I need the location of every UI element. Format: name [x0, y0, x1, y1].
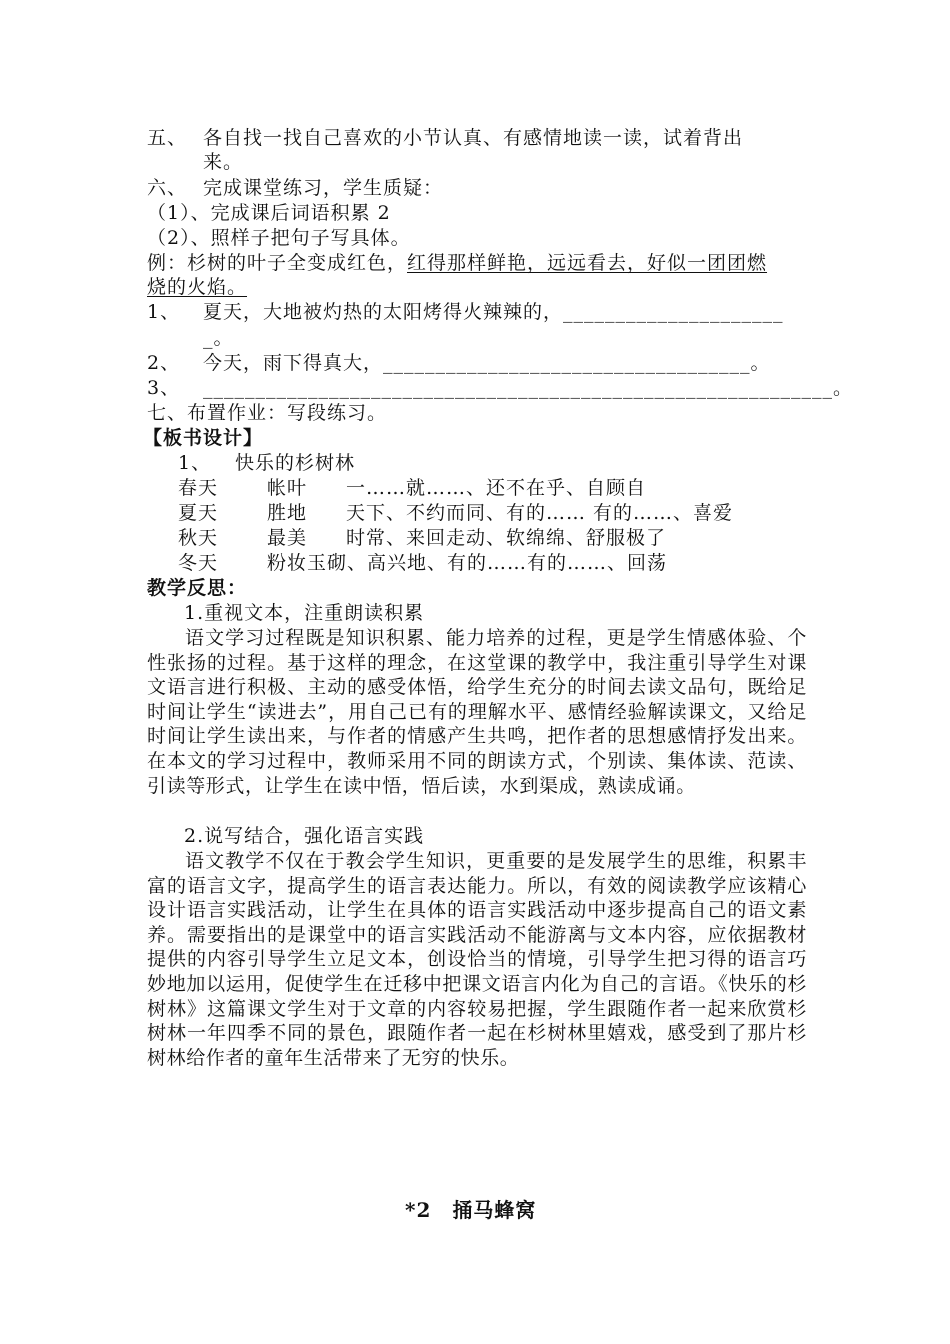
exercise-3-line [203, 376, 853, 400]
board-season: 夏天 [178, 502, 219, 524]
board-season: 秋天 [178, 527, 219, 549]
next-lesson-title: *2 捅马蜂窝 [405, 1198, 537, 1222]
board-season: 春天 [178, 477, 219, 499]
board-words: 一……就……、还不在乎、自顾自 [346, 477, 647, 499]
board-title: 快乐的杉树林 [235, 452, 356, 474]
board-words: 、高兴地、有的……有的……、回荡 [347, 552, 668, 574]
section-6-text: 完成课堂练习，学生质疑： [203, 177, 444, 199]
section-5-line2: 来。 [203, 151, 244, 173]
reflection-point-2: 2.说写结合，强化语言实践 [184, 825, 425, 847]
board-season: 冬天 [178, 552, 219, 574]
board-key: 帐叶 [267, 477, 308, 499]
exercise-3-end: 。 [833, 377, 854, 399]
reflection-point-1: 1.重视文本，注重朗读积累 [184, 602, 425, 624]
exercise-1-text: 夏天，大地被灼热的太阳烤得火辣辣的， [203, 301, 564, 323]
section-6-item2: （2）、照样子把句子写具体。 [147, 227, 411, 249]
board-key: 最美 [267, 527, 308, 549]
example-line1 [147, 251, 767, 275]
section-6-item1: （1）、完成课后词语积累 2 [147, 202, 391, 224]
exercise-1-cont: _。 [203, 327, 234, 349]
exercise-2-end: 。 [750, 352, 771, 374]
reflection-paragraph-1: 语文学习过程既是知识积累、能力培养的过程，更是学生情感体验、个性张扬的过程。基于这样的理念，在这堂课的教学中，我注重引导学生对课文语言进行积极、主动的感受体悟，给学生充分的时间去读文品句，既给足时间让学生“读进去”，用自己已有的理解水平、感情经验解读课文，又给足时间让学生读出来，与作者的情感产生共鸣，把作者的思想感情抒发出来。在本文的学习过程中，教师采用不同的朗读方式，个别读、集体读、范读、引读等形式，让学生在读中悟，悟后读，水到渠成，熟读成诵。 [147, 627, 807, 797]
exercise-2-number: 2、 [147, 352, 181, 374]
board-words: 天下、不约而同、有的…… 有的……、喜爱 [346, 502, 734, 524]
board-words: 时常、来回走动、软绵绵、舒服极了 [346, 527, 667, 549]
board-title-number: 1、 [178, 452, 212, 474]
exercise-3-number: 3、 [147, 377, 181, 399]
board-key: 粉妆玉砌 [267, 552, 348, 574]
section-5-number: 五、 [147, 127, 188, 149]
reflection-paragraph-2: 语文教学不仅在于教会学生知识，更重要的是发展学生的思维，积累丰富的语言文字，提高学生的语言表达能力。所以，有效的阅读教学应该精心设计语言实践活动，让学生在具体的语言实践活动中逐步提高自己的语文素养。需要指出的是课堂中的语言实践活动不能游离与文本内容，应依据教材提供的内容引导学生立足文本，创设恰当的情境，引导学生把习得的语言巧妙地加以运用，促使学生在迁移中把课文语言内化为自己的言语。《快乐的杉树林》这篇课文学生对于文章的内容较易把握，学生跟随作者一起来欣赏杉树林一年四季不同的景色，跟随作者一起在杉树林里嬉戏，感受到了那片杉树林给作者的童年生活带来了无穷的快乐。 [147, 850, 807, 1069]
exercise-1-line [203, 300, 784, 324]
board-key: 胜地 [267, 502, 308, 524]
section-7: 七、布置作业：写段练习。 [147, 402, 388, 424]
board-key-winter [267, 551, 667, 575]
exercise-2-blank: ___________________________________ [383, 352, 751, 374]
exercise-2-line [203, 351, 771, 375]
exercise-3-blank: ____________________________________________________________ [203, 377, 833, 399]
example-underlined-2: 烧的火焰。 [147, 276, 248, 298]
example-prefix: 例：杉树的叶子全变成红色， [147, 252, 408, 274]
example-underlined-1: 红得那样鲜艳，远远看去，好似一团团燃 [407, 252, 768, 274]
exercise-1-number: 1、 [147, 301, 181, 323]
board-heading: 【板书设计】 [143, 427, 264, 449]
exercise-2-text: 今天，雨下得真大， [203, 352, 384, 374]
reflection-heading: 教学反思： [147, 577, 248, 599]
section-6-number: 六、 [147, 177, 188, 199]
exercise-1-blank: _____________________ [563, 301, 784, 323]
section-5-line1: 各自找一找自己喜欢的小节认真、有感情地读一读，试着背出 [203, 127, 744, 149]
